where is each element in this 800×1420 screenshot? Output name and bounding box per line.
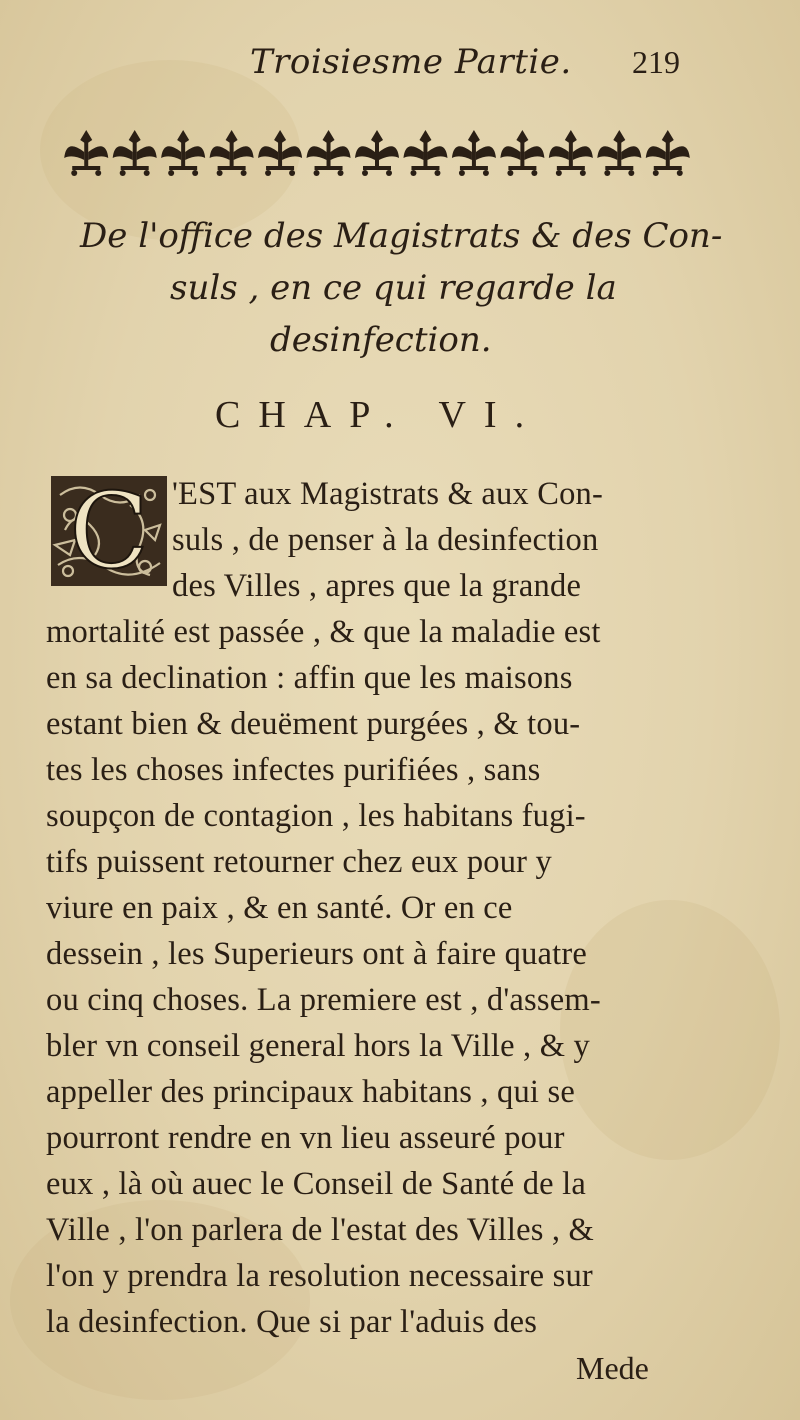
page-number: 219 [632,44,680,80]
body-line: 'EST aux Magistrats & aux Con- [172,476,604,512]
body-line: tes les choses infectes purifiées , sans [46,752,541,788]
body-line: estant bien & deuëment purgées , & tou- [46,706,581,742]
fleuron-icon [500,130,544,176]
body-line: soupçon de contagion , les habitans fugi- [46,798,586,834]
body-line: eux , là où auec le Conseil de Santé de la [46,1166,586,1202]
chapter-number: CHAP. VI. [215,394,543,436]
fleuron-icon [258,130,302,176]
body-line: suls , de penser à la desinfection [172,522,599,558]
fleuron-icon [113,130,157,176]
chapter-title-line: desinfection. [270,320,492,360]
chapter-title-line: suls , en ce qui regarde la [170,268,617,308]
fleuron-icon [210,130,254,176]
body-line: tifs puissent retourner chez eux pour y [46,844,552,880]
body-line: en sa declination : affin que les maisons [46,660,573,696]
body-line: mortalité est passée , & que la maladie est [46,614,601,650]
fleuron-icon [549,130,593,176]
running-head [0,38,800,88]
body-line: Ville , l'on parlera de l'estat des Villes , & [46,1212,595,1248]
body-line: dessein , les Superieurs ont à faire quatre [46,936,588,972]
fleuron-icon [355,130,399,176]
fleuron-row-ornament-icon [62,128,692,178]
fleuron-icon [307,130,351,176]
chapter-title-line: De l'office des Magistrats & des Con- [80,216,723,256]
fleuron-icon [64,130,108,176]
paper-stain [560,900,780,1160]
fleuron-icon [403,130,447,176]
body-line: pourront rendre en vn lieu asseuré pour [46,1120,565,1156]
body-line: l'on y prendra la resolution necessaire sur [46,1258,593,1294]
body-line: ou cinq choses. La premiere est , d'assem- [46,982,601,1018]
running-title: Troisiesme Partie. [250,42,572,82]
fleuron-icon [646,130,690,176]
body-line: appeller des principaux habitans , qui se [46,1074,575,1110]
drop-cap-ornament [50,475,168,587]
fleuron-icon [597,130,641,176]
body-line: bler vn conseil general hors la Ville , & y [46,1028,590,1064]
body-line: des Villes , apres que la grande [172,568,582,604]
body-line: viure en paix , & en santé. Or en ce [46,890,513,926]
fleuron-icon [161,130,205,176]
body-line: la desinfection. Que si par l'aduis des [46,1304,538,1340]
fleuron-icon [452,130,496,176]
catchword: Mede [576,1350,649,1386]
drop-cap-letter: C [69,475,149,587]
